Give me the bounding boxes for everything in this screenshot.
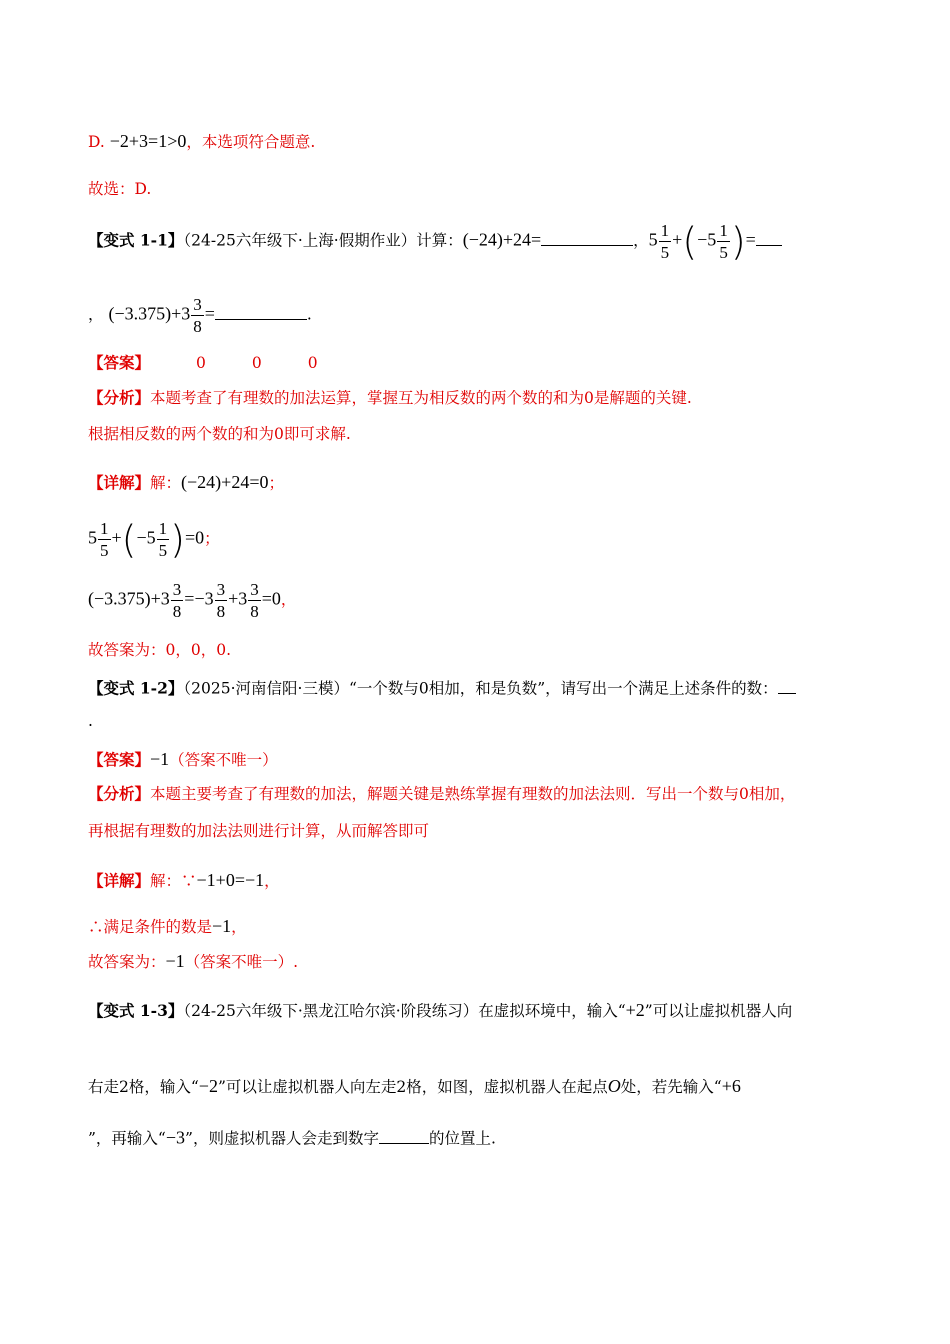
d2-fraction: $\frac{1}{5}$ xyxy=(100,519,109,560)
answer-1: 0 xyxy=(196,354,206,372)
variant-1-1-answer xyxy=(88,354,318,373)
v12-final-value: −1 xyxy=(165,951,185,971)
d3-frac-1: $\frac{3}{8}$ xyxy=(172,580,182,621)
fraction-inner: $\frac{1}{5}$ xyxy=(719,221,728,262)
d2-plus: + xyxy=(111,527,122,548)
variant-1-3-line1 xyxy=(88,1000,792,1022)
v12-detail-tag: 【详解】 xyxy=(88,871,151,890)
answer-3: 0 xyxy=(307,354,318,372)
d3-frac-2: $\frac{3}{8}$ xyxy=(216,580,226,621)
v12-d2-value: −1 xyxy=(212,916,232,936)
d2-whole: 5 xyxy=(88,527,97,548)
variant-1-2-detail-2 xyxy=(88,916,247,938)
d2-result: =0 xyxy=(184,527,205,548)
equals: = xyxy=(745,229,756,250)
variant-1-1-question xyxy=(88,219,782,264)
variant-1-3-line2 xyxy=(88,1076,741,1098)
d2-end: ； xyxy=(204,529,220,548)
v13-text3c: 的位置上. xyxy=(428,1129,496,1148)
v13-minus2: −2 xyxy=(198,1076,218,1096)
v12-final-tail: （答案不唯一）. xyxy=(184,953,299,971)
variant-1-2-analysis xyxy=(88,785,795,804)
variant-1-2-detail xyxy=(88,870,280,892)
v13-text1: 在虚拟环境中，输入“ xyxy=(478,1002,626,1020)
v13-point-o: O xyxy=(607,1076,621,1096)
variant-1-2-tag: 【变式 1-2】 xyxy=(88,678,184,698)
v12-answer: −1 xyxy=(150,749,170,769)
fraction-3-8: $\frac{3}{8}$ xyxy=(193,295,202,336)
v12-final-lead: 故答案为： xyxy=(88,953,166,971)
variant-1-2-text: “一个数与0相加，和是负数”，请写出一个满足上述条件的数： xyxy=(348,679,778,698)
option-d-label: D. xyxy=(88,133,105,151)
variant-1-2-final xyxy=(88,951,298,973)
v13-text3a: ”，再输入“ xyxy=(88,1129,166,1148)
v12-d2-lead: ∴满足条件的数是 xyxy=(88,918,213,936)
d3-result: =0 xyxy=(261,588,281,609)
variant-1-1-analysis2: 根据相反数的两个数的和为0即可求解. xyxy=(88,425,351,443)
variant-1-1-detail xyxy=(88,472,284,494)
variant-1-2-blank xyxy=(778,677,796,694)
v12-detail-step: −1+0=−1 xyxy=(196,870,265,890)
plus-sign: + xyxy=(672,229,683,250)
variant-1-1-detail-2 xyxy=(88,517,220,562)
variant-1-2-answer xyxy=(88,749,278,771)
v12-detail-end: ， xyxy=(264,872,280,890)
d3-end: ， xyxy=(280,590,297,609)
variant-1-2-question xyxy=(88,677,796,698)
v12-analysis-tag: 【分析】 xyxy=(88,784,151,803)
option-d-line xyxy=(88,131,315,153)
v12-analysis: 本题主要考查了有理数的加法，解题关键是熟练掌握有理数的加法法则．写出一个数与0相加， xyxy=(150,785,796,803)
answer-2: 0 xyxy=(251,354,262,372)
detail-step-1: (−24)+24=0 xyxy=(181,472,269,492)
v12-d2-end: ， xyxy=(231,918,247,936)
variant-1-1-source: （24-25六年级下·上海·假期作业）计算： xyxy=(183,231,463,250)
variant-1-3-line3 xyxy=(88,1127,496,1149)
v13-text2a: 右走2格，输入“ xyxy=(88,1078,199,1096)
v13-answer-blank xyxy=(379,1127,429,1144)
d2-inner-whole: −5 xyxy=(136,527,156,548)
detail-lead: 解： xyxy=(150,474,182,492)
variant-1-1-line2 xyxy=(88,296,312,335)
v13-plus2: +2 xyxy=(625,1000,645,1020)
option-d-expression: −2+3=1>0 xyxy=(109,131,187,151)
variant-1-3-tag: 【变式 1-3】 xyxy=(88,1001,184,1020)
v13-text2b: ”可以让虚拟机器人向左走2格，如图，虚拟机器人在起点 xyxy=(217,1078,608,1096)
close-paren: ) xyxy=(730,219,746,264)
d3-frac-3: $\frac{3}{8}$ xyxy=(250,580,259,621)
analysis-text: 本题考查了有理数的加法运算，掌握互为相反数的两个数的和为0是解题的关键. xyxy=(150,389,692,407)
detail-tag: 【详解】 xyxy=(88,473,151,492)
v13-plus6: +6 xyxy=(721,1076,741,1096)
inner-whole: −5 xyxy=(697,229,717,250)
v13-minus3: −3 xyxy=(165,1127,186,1148)
answer-blank-1 xyxy=(541,229,633,246)
d3-a: (−3.375)+3 xyxy=(88,588,170,609)
detail-step-1-end: ； xyxy=(268,474,284,492)
open-paren: ( xyxy=(682,219,698,264)
end-period: . xyxy=(306,305,312,324)
line2-lead: ， xyxy=(88,305,104,324)
expression-1: (−24)+24= xyxy=(462,229,542,250)
variant-1-1-detail-3 xyxy=(88,581,296,620)
fraction-1-5: $\frac{1}{5}$ xyxy=(660,221,670,262)
d3-c: +3 xyxy=(228,588,248,609)
d2-open-paren: ( xyxy=(121,517,137,562)
v13-text3b: ”，则虚拟机器人会走到数字 xyxy=(185,1129,379,1148)
conclusion-line: 故选：D. xyxy=(88,180,152,198)
d2-inner-fraction: $\frac{1}{5}$ xyxy=(158,519,168,560)
v12-answer-note: （答案不唯一） xyxy=(169,751,278,769)
expression-2-whole: 5 xyxy=(648,229,658,250)
v13-text1b: ”可以让虚拟机器人向 xyxy=(644,1002,793,1020)
option-d-tail: ，本选项符合题意. xyxy=(186,133,316,151)
separator: ， xyxy=(633,231,649,250)
variant-1-2-source: （2025·河南信阳·三模） xyxy=(183,679,349,698)
answer-tag: 【答案】 xyxy=(88,353,151,372)
variant-1-3-source: （24-25六年级下·黑龙江哈尔滨·阶段练习） xyxy=(183,1002,479,1020)
variant-1-1-analysis xyxy=(88,389,692,408)
answer-blank-3 xyxy=(215,303,307,320)
expression-3: (−3.375)+3 xyxy=(108,303,191,324)
answer-blank-2 xyxy=(756,229,782,246)
variant-1-1-final: 故答案为：0，0，0. xyxy=(88,641,232,659)
v12-answer-tag: 【答案】 xyxy=(88,750,151,769)
v13-text2c: 处，若先输入“ xyxy=(620,1078,722,1096)
analysis-tag: 【分析】 xyxy=(88,388,151,407)
variant-1-1-tag: 【变式 1-1】 xyxy=(88,230,184,250)
variant-1-2-analysis2: 再根据有理数的加法法则进行计算，从而解答即可 xyxy=(88,822,430,840)
variant-1-2-line2: . xyxy=(88,712,93,730)
d2-close-paren: ) xyxy=(170,517,185,562)
v12-detail-lead: 解：∵ xyxy=(150,872,197,890)
d3-b: =−3 xyxy=(184,588,214,609)
equals-3: = xyxy=(204,303,215,324)
